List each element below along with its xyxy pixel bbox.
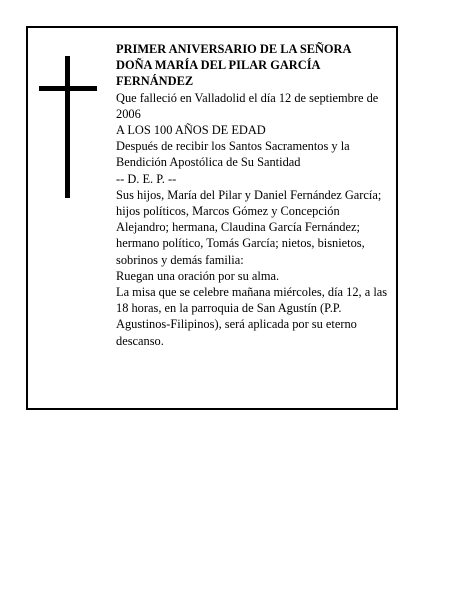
headline-title: PRIMER ANIVERSARIO DE LA SEÑORA	[116, 42, 352, 56]
rip-line: -- D. E. P. --	[116, 171, 177, 186]
obituary-notice	[26, 26, 398, 410]
sacraments-line: Después de recibir los Santos Sacramentos y la Bendición Apostólica de Su Santidad	[116, 139, 350, 170]
notice-text	[116, 41, 390, 349]
prayer-request: Ruegan una oración por su alma.	[116, 268, 280, 283]
mass-info: La misa que se celebre mañana miércoles, día 12, a las 18 horas, en la parroquia de San Agustín (P.P. Agustinos-Filipinos), será aplicada por su eterno descanso.	[116, 285, 388, 348]
cross-icon	[39, 56, 97, 198]
cross-horizontal-bar	[39, 86, 97, 91]
age-line: A LOS 100 AÑOS DE EDAD	[116, 123, 266, 138]
family-list: Sus hijos, María del Pilar y Daniel Fernández García; hijos políticos, Marcos Gómez y Concepción Alejandro; hermana, Claudina García Fernández; hermano político, Tomás García; nietos, bisnietos, sobrinos y demás familia:	[116, 187, 382, 267]
headline-name: DOÑA MARÍA DEL PILAR GARCÍA FERNÁNDEZ	[116, 58, 320, 89]
death-info: Que falleció en Valladolid el día 12 de septiembre de 2006	[116, 90, 379, 121]
cross-vertical-bar	[65, 56, 70, 198]
